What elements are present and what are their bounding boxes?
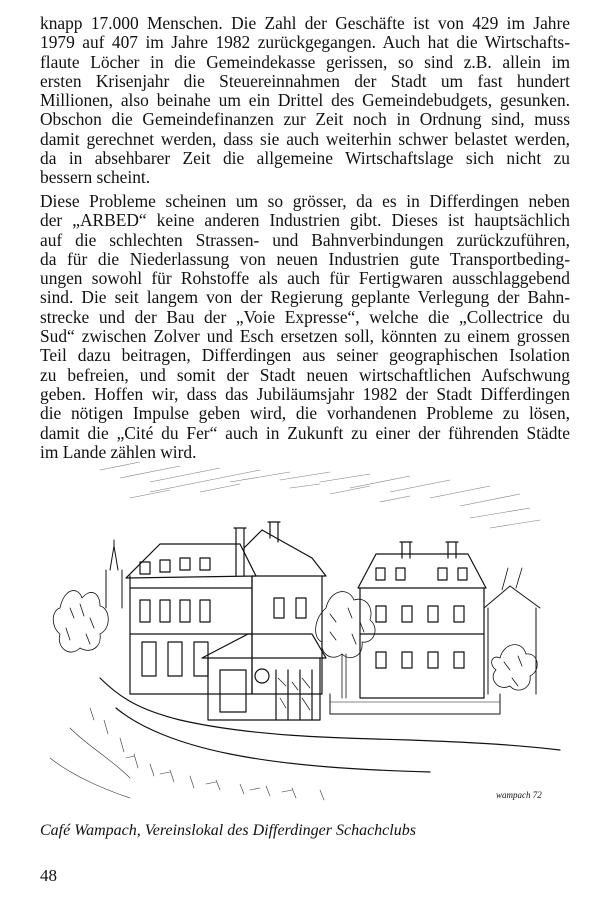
text-line: damit die „Cité du Fer“ auch in Zukunft zu einer der führenden Städte	[40, 422, 570, 443]
text-line: geben. Hoffen wir, dass das Jubiläumsjahr 1982 der Stadt Differdingen	[40, 383, 570, 404]
text-line: auf die schlechten Strassen- und Bahnverbindungen zurückzuführen,	[40, 229, 570, 250]
text-line: Teil dazu beitragen, Differdingen aus seiner geographischen Isolation	[40, 345, 570, 366]
text-line: sind. Die seit langem von der Regierung geplante Verlegung der Bahn-	[40, 287, 570, 308]
text-line: Obschon die Gemeindefinanzen zur Zeit noch in Ordnung sind, muss	[40, 109, 570, 130]
text-line: zu befreien, und somit der Stadt neuen wirtschaftlichen Aufschwung	[40, 364, 570, 385]
text-line: der „ARBED“ keine anderen Industrien gibt. Dieses ist hauptsächlich	[40, 210, 570, 231]
cafe-wampach-drawing	[30, 458, 570, 814]
main-building	[126, 528, 256, 694]
pavilion	[202, 634, 326, 720]
paragraph-1	[40, 14, 570, 188]
paragraph-2	[40, 192, 570, 462]
page-number: 48	[40, 866, 57, 885]
trees-left	[53, 591, 108, 652]
text-line: 1979 auf 407 im Jahre 1982 zurückgegangen. Auch hat die Wirtschafts-	[40, 32, 570, 53]
text-line: da in absehbarer Zeit die allgemeine Wirtschaftslage sich nicht zu	[40, 148, 570, 169]
garden-wall	[330, 694, 500, 714]
text-line: bessern scheint.	[40, 167, 151, 188]
church-steeple	[106, 540, 122, 608]
text-line: knapp 17.000 Menschen. Die Zahl der Geschäfte ist von 429 im Jahre	[40, 13, 570, 33]
tree-center	[316, 592, 375, 698]
text-line: strecke und der Bau der „Voie Expresse“, welche die „Collectrice du	[40, 306, 570, 327]
text-line: flaute Löcher in die Gemeindekasse gerissen, so sind z.B. allein im	[40, 51, 570, 72]
right-house	[358, 542, 486, 698]
main-building-wing	[244, 522, 326, 694]
road	[100, 678, 560, 772]
artist-signature: wampach 72	[496, 790, 542, 800]
text-line: ungen sowohl für Rohstoffe als auch für Fertigwaren ausschlaggebend	[40, 268, 570, 289]
shrubs-right	[492, 645, 538, 690]
text-line: ersten Krisenjahr die Steuereinnahmen der Stadt um fast hundert	[40, 70, 570, 91]
sky-hatching	[100, 462, 540, 528]
figure-caption: Café Wampach, Vereinslokal des Differdinger Schachclubs	[40, 822, 416, 839]
text-line: im Lande zählen wird.	[40, 441, 197, 462]
text-line: die nötigen Impulse geben wird, die vorhandenen Probleme zu lösen,	[40, 403, 570, 424]
text-line: da für die Niederlassung von neuen Industrien gute Transportbeding-	[40, 248, 570, 269]
text-line: damit gerechnet werden, dass sie auch weiterhin schwer belastet werden,	[40, 128, 570, 149]
text-line: Sud“ zwischen Zolver und Esch ersetzen soll, könnten zu einem grossen	[40, 326, 570, 347]
text-line: Millionen, also beinahe um ein Drittel des Gemeindebudgets, gesunken.	[40, 90, 570, 111]
text-line: Diese Probleme scheinen um so grösser, da es in Differdingen neben	[40, 191, 570, 211]
